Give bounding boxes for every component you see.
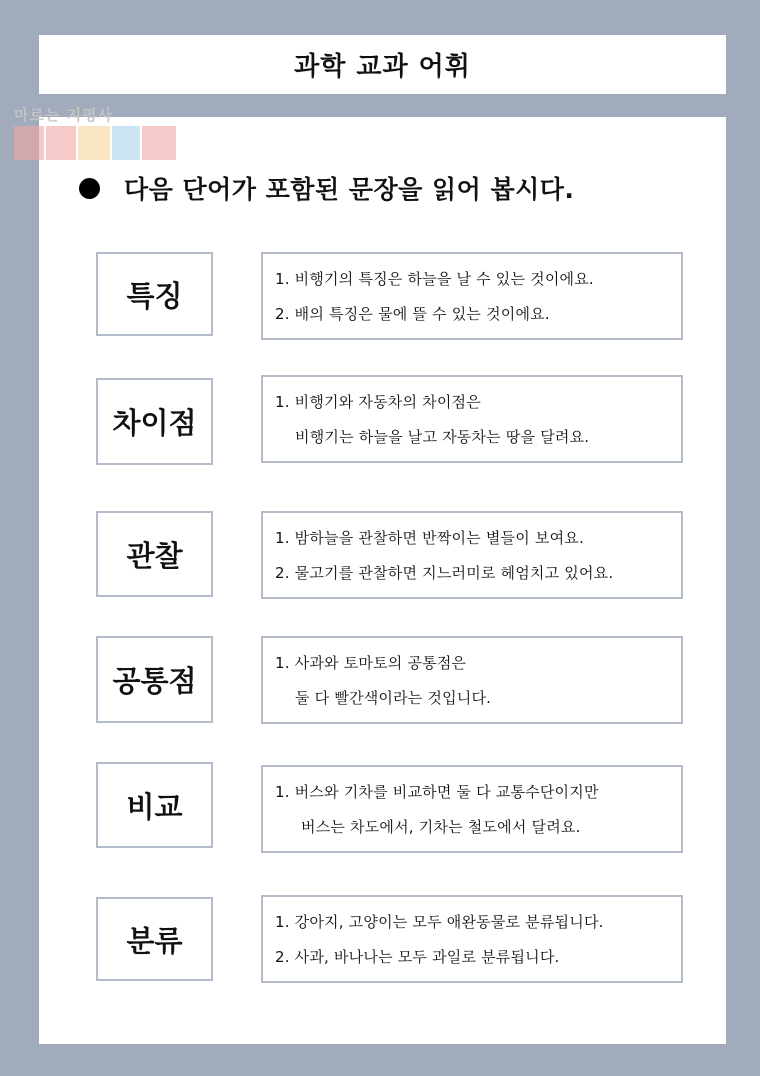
page-title: 과학 교과 어휘 [294,52,471,82]
logo-block [46,126,76,160]
term-label: 분류 [126,923,183,958]
sentence-box-difference [261,375,683,463]
publisher-logo [14,104,174,160]
logo-blocks [14,126,176,160]
bullet-icon [79,178,100,199]
logo-block [142,126,176,160]
sentence-line: 비행기는 하늘을 날고 자동차는 땅을 달려요. [295,428,590,446]
sentence-box-common-point [261,636,683,724]
term-box-comparison [96,762,213,848]
sentence-line: 1. 비행기의 특징은 하늘을 날 수 있는 것이에요. [275,270,594,288]
sentence-line: 1. 버스와 기차를 비교하면 둘 다 교통수단이지만 [275,783,599,801]
sentence-box-feature [261,252,683,340]
term-label: 비교 [126,789,183,824]
sentence-line: 1. 강아지, 고양이는 모두 애완동물로 분류됩니다. [275,913,604,931]
logo-block [112,126,140,160]
sentence-line: 1. 밤하늘을 관찰하면 반짝이는 별들이 보여요. [275,529,584,547]
title-bar [39,35,726,94]
sentence-line: 1. 사과와 토마토의 공통점은 [275,654,467,672]
term-box-difference [96,378,213,465]
term-label: 특징 [126,278,183,313]
term-box-classification [96,897,213,981]
instruction-text: 다음 단어가 포함된 문장을 읽어 봅시다. [124,175,575,204]
term-box-common-point [96,636,213,723]
term-label: 관찰 [126,538,183,573]
sentence-line: 둘 다 빨간색이라는 것입니다. [295,689,492,707]
term-box-feature [96,252,213,336]
sentence-line: 1. 비행기와 자동차의 차이점은 [275,393,481,411]
instruction [79,170,574,206]
logo-text: 마르는 지평사 [14,106,114,124]
sentence-box-comparison [261,765,683,853]
sentence-line: 2. 물고기를 관찰하면 지느러미로 헤엄치고 있어요. [275,564,614,582]
sentence-line: 버스는 차도에서, 기차는 철도에서 달려요. [301,818,581,836]
logo-block [14,126,44,160]
logo-block [78,126,110,160]
sentence-box-classification [261,895,683,983]
term-label: 공통점 [112,664,197,698]
sentence-line: 2. 배의 특징은 물에 뜰 수 있는 것이에요. [275,305,550,323]
sentence-line: 2. 사과, 바나나는 모두 과일로 분류됩니다. [275,948,560,966]
term-label: 차이점 [112,406,197,440]
term-box-observation [96,511,213,597]
sentence-box-observation [261,511,683,599]
